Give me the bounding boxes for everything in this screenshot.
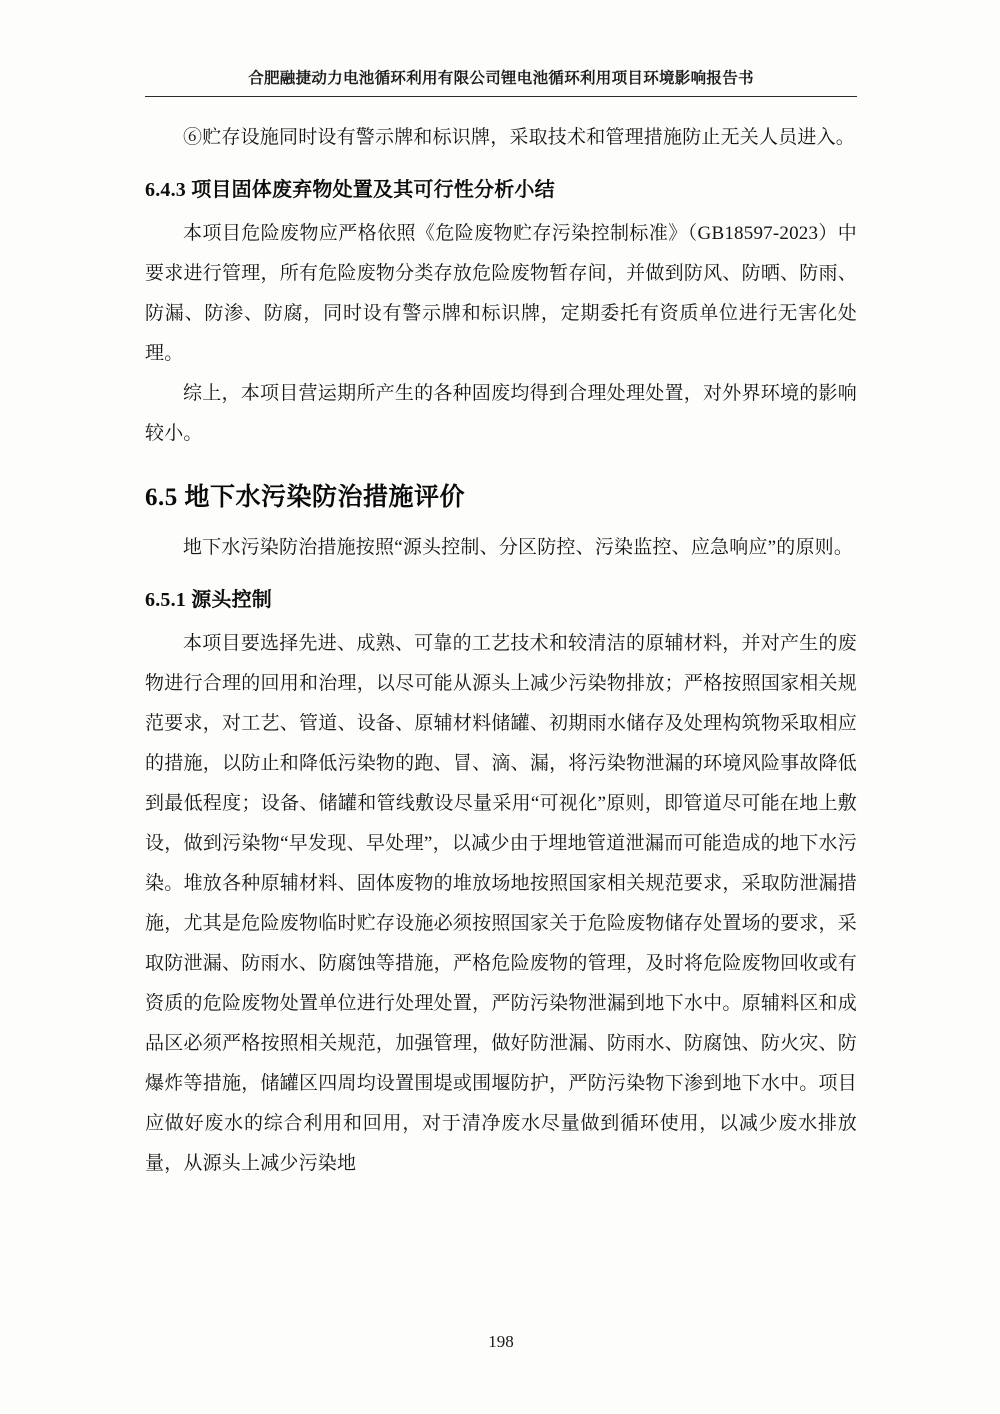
page-header-title: 合肥融捷动力电池循环利用有限公司锂电池循环利用项目环境影响报告书: [248, 70, 754, 87]
heading-6-5-1: 6.5.1 源头控制: [145, 589, 272, 611]
heading-6-4-3: 6.4.3 项目固体废弃物处置及其可行性分析小结: [145, 179, 555, 201]
header-divider: [145, 96, 857, 97]
paragraph-6-5-1-body: 本项目要选择先进、成熟、可靠的工艺技术和较清洁的原辅材料，并对产生的废物进行合理的回用和治理，以尽可能从源头上减少污染物排放；严格按照国家相关规范要求，对工艺、管道、设备、原辅材料储罐、初期雨水储存及处理构筑物采取相应的措施，以防止和降低污染物的跑、冒、滴、漏，将污染物泄漏的环境风险事故降低到最低程度；设备、储罐和管线敷设尽量采用“可视化”原则，即管道尽可能在地上敷设，做到污染物“早发现、早处理”，以减少由于埋地管道泄漏而可能造成的地下水污染。堆放各种原辅材料、固体废物的堆放场地按照国家相关规范要求，采取防泄漏措施，尤其是危险废物临时贮存设施必须按照国家关于危险废物储存处置场的要求，采取防泄漏、防雨水、防腐蚀等措施，严格危险废物的管理，及时将危险废物回收或有资质的危险废物处置单位进行处理处置，严防污染物泄漏到地下水中。原辅料区和成品区必须严格按照相关规范，加强管理，做好防泄漏、防雨水、防腐蚀、防火灾、防爆炸等措施，储罐区四周均设置围堤或围堰防护，严防污染物下渗到地下水中。项目应做好废水的综合利用和回用，对于清净废水尽量做到循环使用，以减少废水排放量，从源头上减少污染地: [145, 633, 857, 1174]
page-number: 198: [488, 1332, 514, 1351]
paragraph-6-4-3-1: 本项目危险废物应严格依照《危险废物贮存污染控制标准》（GB18597-2023）中要求进行管理，所有危险废物分类存放危险废物暂存间，并做到防风、防晒、防雨、防漏、防渗、防腐，同时设有警示牌和标识牌，定期委托有资质单位进行无害化处理。: [145, 223, 857, 364]
paragraph-6-5-1: 地下水污染防治措施按照“源头控制、分区防控、污染监控、应急响应”的原则。: [183, 537, 854, 558]
page-content-area: [145, 0, 857, 1414]
document-body: [145, 118, 857, 1184]
paragraph-item-6: ⑥贮存设施同时设有警示牌和标识牌，采取技术和管理措施防止无关人员进入。: [183, 127, 856, 148]
heading-6-5: 6.5 地下水污染防治措施评价: [145, 484, 466, 511]
paragraph-6-4-3-2: 综上，本项目营运期所产生的各种固废均得到合理处理处置，对外界环境的影响较小。: [145, 383, 857, 444]
